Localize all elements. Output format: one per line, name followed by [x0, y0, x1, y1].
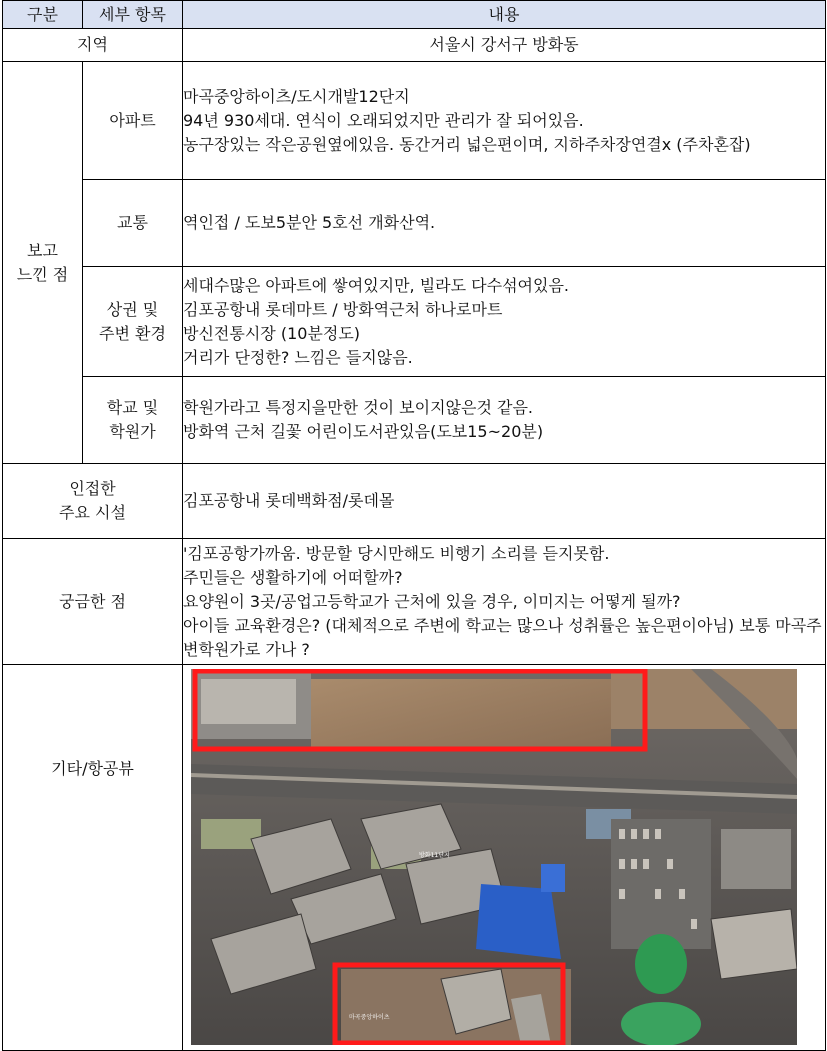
commercial-label-line1: 상권 및	[106, 299, 159, 319]
commercial-line-2: 김포공항내 롯데마트 / 방화역근처 하나로마트	[183, 299, 503, 319]
questions-label: 궁금한 점	[3, 539, 183, 665]
apartment-value	[183, 62, 826, 180]
aerial-photo	[191, 669, 797, 1045]
school-row	[3, 377, 826, 464]
header-item: 세부 항목	[83, 1, 183, 29]
school-label-line2: 학원가	[109, 422, 156, 441]
aerial-view-illustration	[191, 669, 797, 1045]
facilities-value: 김포공항내 롯데백화점/롯데몰	[183, 464, 826, 539]
aerial-photo-cell	[183, 665, 826, 1051]
facilities-label-line1: 인접한	[69, 479, 116, 498]
facilities-label-line2: 주요 시설	[59, 503, 126, 522]
questions-value	[183, 539, 826, 665]
apartment-line-1: 마곡중앙하이츠/도시개발12단지	[183, 86, 410, 106]
photo-label-1: 방화11단지	[419, 852, 450, 859]
transport-row	[3, 180, 826, 267]
commercial-value	[183, 267, 826, 377]
questions-line-3: 요양원이 3곳/공업고등학교가 근처에 있을 경우, 이미지는 어떻게 될까?	[183, 591, 681, 611]
transport-label: 교통	[83, 180, 183, 267]
region-label: 지역	[3, 29, 183, 62]
header-category: 구분	[3, 1, 83, 29]
apartment-line-3: 농구장있는 작은공원옆에있음. 동간거리 넓은편이며, 지하주차장연결x (주차혼잡)	[183, 134, 751, 154]
header-content: 내용	[183, 1, 826, 29]
school-line-2: 방화역 근처 길꽃 어린이도서관있음(도보15~20분)	[183, 422, 544, 441]
photo-label-2: 마곡중앙하이츠	[349, 1014, 390, 1021]
commercial-line-4: 거리가 단정한? 느낌은 들지않음.	[183, 347, 413, 367]
school-value	[183, 377, 826, 464]
apartment-line-2: 94년 930세대. 연식이 오래되었지만 관리가 잘 되어있음.	[183, 110, 584, 130]
property-survey-table	[2, 0, 826, 1051]
apartment-label: 아파트	[83, 62, 183, 180]
impressions-label-line1: 보고	[27, 240, 58, 260]
region-value: 서울시 강서구 방화동	[183, 29, 826, 62]
apartment-row	[3, 62, 826, 180]
facilities-label	[3, 464, 183, 539]
header-row	[3, 1, 826, 29]
questions-line-4: 아이들 교육환경은? (대체적으로 주변에 학교는 많으나 성취률은 높은편이아님) 보통 마곡주변학원가로 가나 ?	[183, 615, 822, 659]
commercial-label-line2: 주변 환경	[99, 323, 166, 343]
questions-line-1: '김포공항가까움. 방문할 당시만해도 비행기 소리를 듣지못함.	[183, 543, 610, 563]
questions-row	[3, 539, 826, 665]
impressions-label	[3, 62, 83, 464]
etc-label: 기타/항공뷰	[3, 665, 183, 1051]
transport-value: 역인접 / 도보5분안 5호선 개화산역.	[183, 180, 826, 267]
etc-row	[3, 665, 826, 1051]
commercial-line-3: 방신전통시장 (10분정도)	[183, 323, 361, 343]
commercial-line-1: 세대수많은 아파트에 쌓여있지만, 빌라도 다수섞여있음.	[183, 275, 570, 295]
questions-line-2: 주민들은 생활하기에 어떠할까?	[183, 567, 403, 587]
facilities-row	[3, 464, 826, 539]
commercial-row	[3, 267, 826, 377]
school-label	[83, 377, 183, 464]
impressions-label-line2: 느낀 점	[16, 264, 69, 284]
school-line-1: 학원가라고 특정지을만한 것이 보이지않은것 같음.	[183, 398, 534, 417]
region-row	[3, 29, 826, 62]
commercial-label	[83, 267, 183, 377]
school-label-line1: 학교 및	[106, 398, 159, 417]
